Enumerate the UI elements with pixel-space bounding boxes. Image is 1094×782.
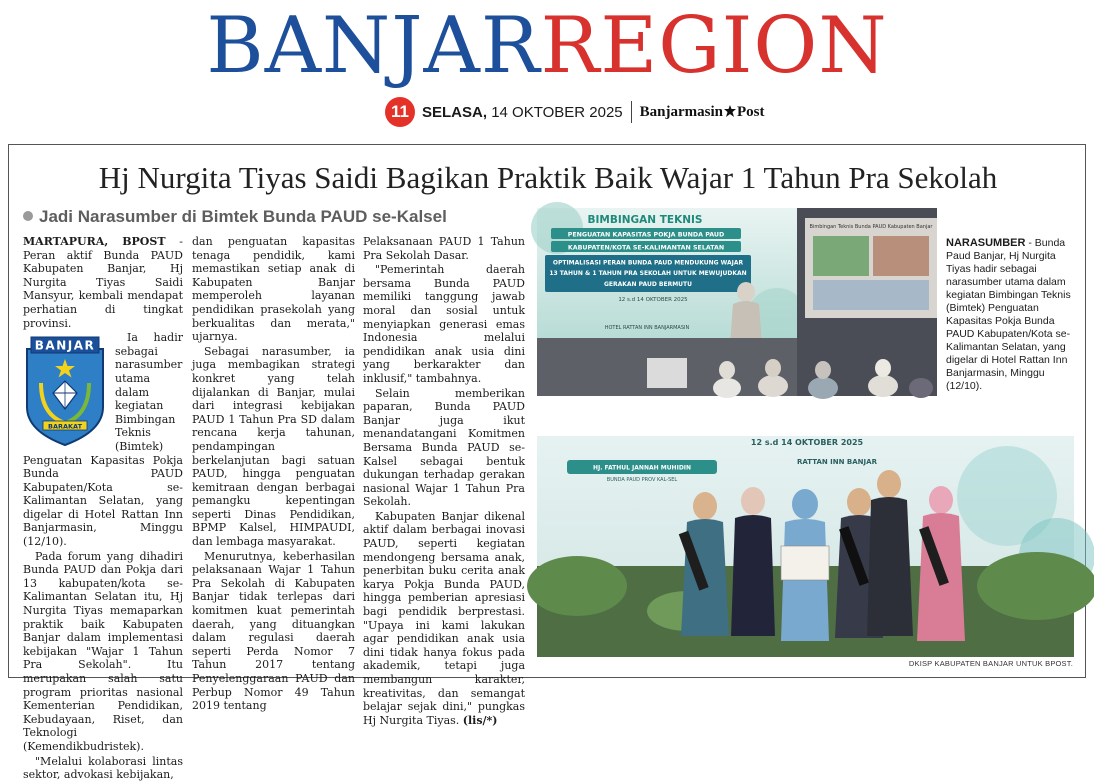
paragraph-text: - Peran aktif Bunda PAUD Kabupaten Banjar, Hj Nurgita Tiyas Saidi Mansyur, kembali mendapat perhatian di tingkat provinsi. <box>23 235 183 330</box>
banner-date: 12 s.d 14 OKTOBER 2025 <box>750 438 864 447</box>
banjar-regency-logo <box>21 335 109 447</box>
paragraph: Selain memberikan paparan, Bunda PAUD Banjar juga ikut menandatangani Komitmen Bersama Bunda PAUD se-Kalsel sebagai bentuk dukungan terhadap gerakan nasional Wajar 1 Tahun Pra Sekolah. <box>363 386 525 509</box>
article-box <box>8 144 1086 782</box>
kicker <box>23 207 447 227</box>
paragraph: dan penguatan kapasitas tenaga pendidik, kami memastikan setiap anak di Kabupaten Banjar memperoleh layanan pendidikan prasekolah yang berkualitas dan merata," ujarnya. <box>192 235 355 344</box>
caption-title: NARASUMBER <box>946 237 1026 249</box>
banner-line: PENGUATAN KAPASITAS POKJA BUNDA PAUD <box>567 231 725 239</box>
paragraph-text: Kabupaten Banjar dikenal aktif dalam berbagai inovasi PAUD, seperti kegiatan mendongeng bersama anak, penerbitan buku cerita anak karya Pokja Bunda PAUD, hingga pemberian apresiasi bagi pendidik berprestasi. "Upaya ini kami lakukan agar pendidikan anak usia dini tidak hanya fokus pada akademik, tetapi juga membangun karakter, kreativitas, dan semangat belajar sejak dini," pungkas Hj Nurgita Tiyas. <box>363 509 525 727</box>
article-dateline: MARTAPURA, BPOST <box>23 235 166 248</box>
section-title-banjar: BANJAR <box>206 1 541 91</box>
kicker-text: Jadi Narasumber di Bimtek Bunda PAUD se-Kalsel <box>39 207 447 226</box>
name-plate: HJ. FATHUL JANNAH MUHIDIN <box>592 464 692 472</box>
bullet-icon <box>23 211 33 221</box>
section-title-region: REGION <box>540 1 888 91</box>
screen-text: Bimbingan Teknis Bunda PAUD Kabupaten Banjar <box>809 224 933 230</box>
banner-line: KABUPATEN/KOTA SE-KALIMANTAN SELATAN <box>567 244 725 252</box>
name-plate-subtitle: BUNDA PAUD PROV KAL-SEL <box>606 477 678 483</box>
newspaper-name-part2: Post <box>737 103 765 120</box>
masthead <box>0 0 1094 140</box>
photo-speaker-at-bimtek <box>537 208 937 396</box>
article-column-1 <box>23 235 183 782</box>
logo-label: BANJAR <box>34 338 96 353</box>
paragraph: Sebagai narasumber, ia juga membagikan strategi konkret yang telah dijalankan di Banjar, mulai dari integrasi kebijakan PAUD 1 Tahun Pra SD dalam rencana kerja tahunan, pendampingan berkelanjutan bagi satuan PAUD, hingga penguatan kemitraan dengan berbagai pemangku kepentingan seperti Dinas Pendidikan, BPMP Kalsel, HIMPAUDI, dan lembaga masyarakat. <box>192 344 355 549</box>
issue-dateline <box>385 97 765 127</box>
article-column-2 <box>192 235 355 713</box>
paragraph <box>23 235 183 330</box>
logo-ribbon: BARAKAT <box>47 422 83 431</box>
banjar-emblem-icon <box>21 335 109 447</box>
banner-line: GERAKAN PAUD BERMUTU <box>603 281 693 288</box>
signoff: (lis/*) <box>462 713 498 727</box>
issue-date <box>422 104 623 121</box>
page-number-badge: 11 <box>385 97 415 127</box>
paragraph: Pada forum yang dihadiri Bunda PAUD dan Pokja dari 13 kabupaten/kota se-Kalimantan Selatan itu, Hj Nurgita Tiyas memaparkan praktik baik Kabupaten Banjar dalam implementasi kebijakan "Wajar 1 Tahun Pra Sekolah". Itu merupakan salah satu program prioritas nasional Kementerian Pendidikan, Kebudayaan, Riset, dan Teknologi (Kemendikbudristek). <box>23 549 183 753</box>
banner-line: OPTIMALISASI PERAN BUNDA PAUD MENDUKUNG WAJAR <box>552 259 744 267</box>
paragraph: Pelaksanaan PAUD 1 Tahun Pra Sekolah Dasar. <box>363 235 525 262</box>
photo-group-commitment-signing <box>537 436 1074 657</box>
newspaper-emblem-icon <box>724 105 736 117</box>
caption-body: - Bunda Paud Banjar, Hj Nurgita Tiyas hadir sebagai narasumber utama dalam kegiatan Bimbingan Teknis (Bimtek) Penguatan Kapasitas Pokja Bunda PAUD Kabupaten/Kota se-Kalimantan Selatan, yang digelar di Hotel Rattan Inn Banjarmasin, Minggu (12/10). <box>946 237 1071 392</box>
article-column-3 <box>363 235 525 727</box>
banner-date: 12 s.d 14 OKTOBER 2025 <box>618 297 688 303</box>
paragraph <box>363 510 525 728</box>
paragraph: "Pemerintah daerah bersama Bunda PAUD memiliki tanggung jawab moral dan sosial untuk menyiapkan generasi emas Indonesia melalui pendidikan anak usia dini yang berkarakter dan inklusif," tambahnya. <box>363 263 525 385</box>
paragraph: "Melalui kolaborasi lintas sektor, advokasi kebijakan, <box>23 754 183 782</box>
photo-credit: DKISP KABUPATEN BANJAR UNTUK BPOST. <box>908 659 1073 668</box>
banner-venue: RATTAN INN BANJAR <box>797 458 877 466</box>
banner-venue: HOTEL RATTAN INN BANJARMASIN <box>604 325 690 331</box>
section-title <box>0 1 1094 91</box>
paragraph: Menurutnya, keberhasilan pelaksanaan Wajar 1 Tahun Pra Sekolah di Kabupaten Banjar tidak terlepas dari komitmen kuat pemerintah daerah, yang dituangkan dalam regulasi daerah seperti Perda Nomor 7 Tahun 2017 tentang Penyelenggaraan PAUD dan Perbup Nomor 49 Tahun 2019 tentang <box>192 549 355 713</box>
banner-line: 13 TAHUN & 1 TAHUN PRA SEKOLAH UNTUK MEWUJUDKAN <box>549 270 747 277</box>
dateline-divider <box>631 101 632 123</box>
headline: Hj Nurgita Tiyas Saidi Bagikan Praktik Baik Wajar 1 Tahun Pra Sekolah <box>98 160 998 195</box>
newspaper-name-part1: Banjarmasin <box>639 103 723 120</box>
photo1-caption <box>946 237 1081 393</box>
issue-date-value: 14 OKTOBER 2025 <box>491 103 623 121</box>
paragraph: Ia hadir sebagai narasumber utama dalam kegiatan Bimbingan Teknis (Bimtek) Penguatan Kapasitas Pokja Bunda PAUD Kabupaten/Kota se-Kalimantan Selatan, yang digelar di Hotel Rattan Inn Banjarmasin, Minggu (12/10). <box>23 331 183 549</box>
issue-day: SELASA, <box>422 103 488 121</box>
newspaper-logo <box>640 104 765 121</box>
banner-title: BIMBINGAN TEKNIS <box>587 214 703 226</box>
